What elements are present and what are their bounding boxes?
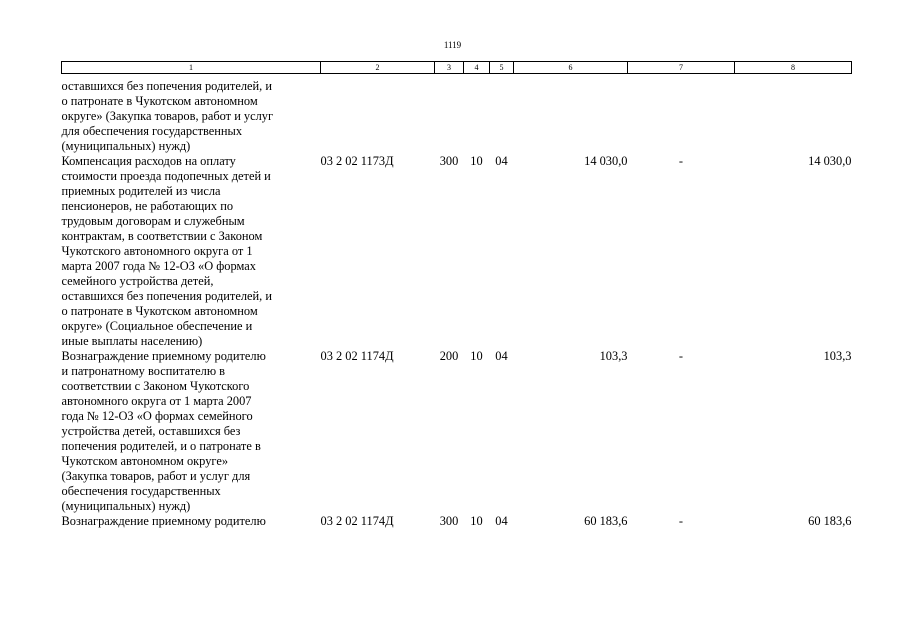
- column-number: 4: [464, 62, 490, 74]
- column-number: 2: [321, 62, 435, 74]
- section: [464, 74, 490, 155]
- amount-approved: 60 183,6: [584, 514, 628, 528]
- subsection: [490, 74, 514, 155]
- expense-name: оставшихся без попечения родителей, и о патронате в Чукотском автономном округе» (Закупка товаров, работ и услуг для обеспечения государственных (муниципальных) нужд): [61, 79, 274, 153]
- amount-change: -: [678, 154, 684, 168]
- expense-type: 300: [439, 154, 459, 168]
- expense-type: 200: [439, 349, 459, 363]
- subsection: 04: [495, 514, 508, 528]
- target-article-code: 03 2 02 1173Д: [320, 154, 394, 168]
- column-number: 5: [490, 62, 514, 74]
- amount-approved: 14 030,0: [584, 154, 628, 168]
- column-number: 7: [628, 62, 735, 74]
- section: 10: [470, 349, 483, 363]
- expense-name: Компенсация расходов на оплату стоимости проезда подопечных детей и приемных родителей из числа пенсионеров, не работающих по трудовым договорам и служебным контрактам, в соответствии с Законом Чукотского автономного округа от 1 марта 2007 года № 12-ОЗ «О формах семейного устройства детей, оставшихся без попечения родителей, и о патронате в Чукотском автономном округе» (Социальное обеспечение и иные выплаты населению): [61, 154, 272, 348]
- table-row: [62, 514, 852, 529]
- amount-total: 60 183,6: [808, 514, 852, 528]
- target-article-code: 03 2 02 1174Д: [320, 349, 394, 363]
- amount-approved: 103,3: [599, 349, 628, 363]
- table-row: [62, 74, 852, 155]
- expense-type: 300: [439, 514, 459, 528]
- table-row: [62, 349, 852, 514]
- amount-total: [735, 74, 852, 155]
- table-row: [62, 154, 852, 349]
- target-article-code: [321, 74, 435, 155]
- amount-total: 14 030,0: [808, 154, 852, 168]
- column-number: 3: [435, 62, 464, 74]
- amount-total: 103,3: [823, 349, 852, 363]
- amount-approved: [514, 74, 628, 155]
- column-number: 8: [735, 62, 852, 74]
- column-number: 6: [514, 62, 628, 74]
- amount-change: -: [678, 514, 684, 528]
- subsection: 04: [495, 349, 508, 363]
- section: 10: [470, 514, 483, 528]
- page-number: 1119: [443, 40, 462, 50]
- target-article-code: 03 2 02 1174Д: [320, 514, 394, 528]
- subsection: 04: [495, 154, 508, 168]
- amount-change: -: [678, 349, 684, 363]
- expense-name: Вознаграждение приемному родителю и патронатному воспитателю в соответствии с Законом Чукотского автономного округа от 1 марта 2007 года № 12-ОЗ «О формах семейного устройства детей, оставшихся без попечения родителей, и о патронате в Чукотском автономном округе» (Закупка товаров, работ и услуг для обеспечения государственных (муниципальных) нужд): [61, 349, 266, 513]
- amount-change: [628, 74, 735, 155]
- expense-name: Вознаграждение приемному родителю: [61, 514, 266, 528]
- expense-type: [435, 74, 464, 155]
- budget-table: [61, 61, 852, 529]
- column-number: 1: [62, 62, 321, 74]
- section: 10: [470, 154, 483, 168]
- column-number-row: [62, 62, 852, 74]
